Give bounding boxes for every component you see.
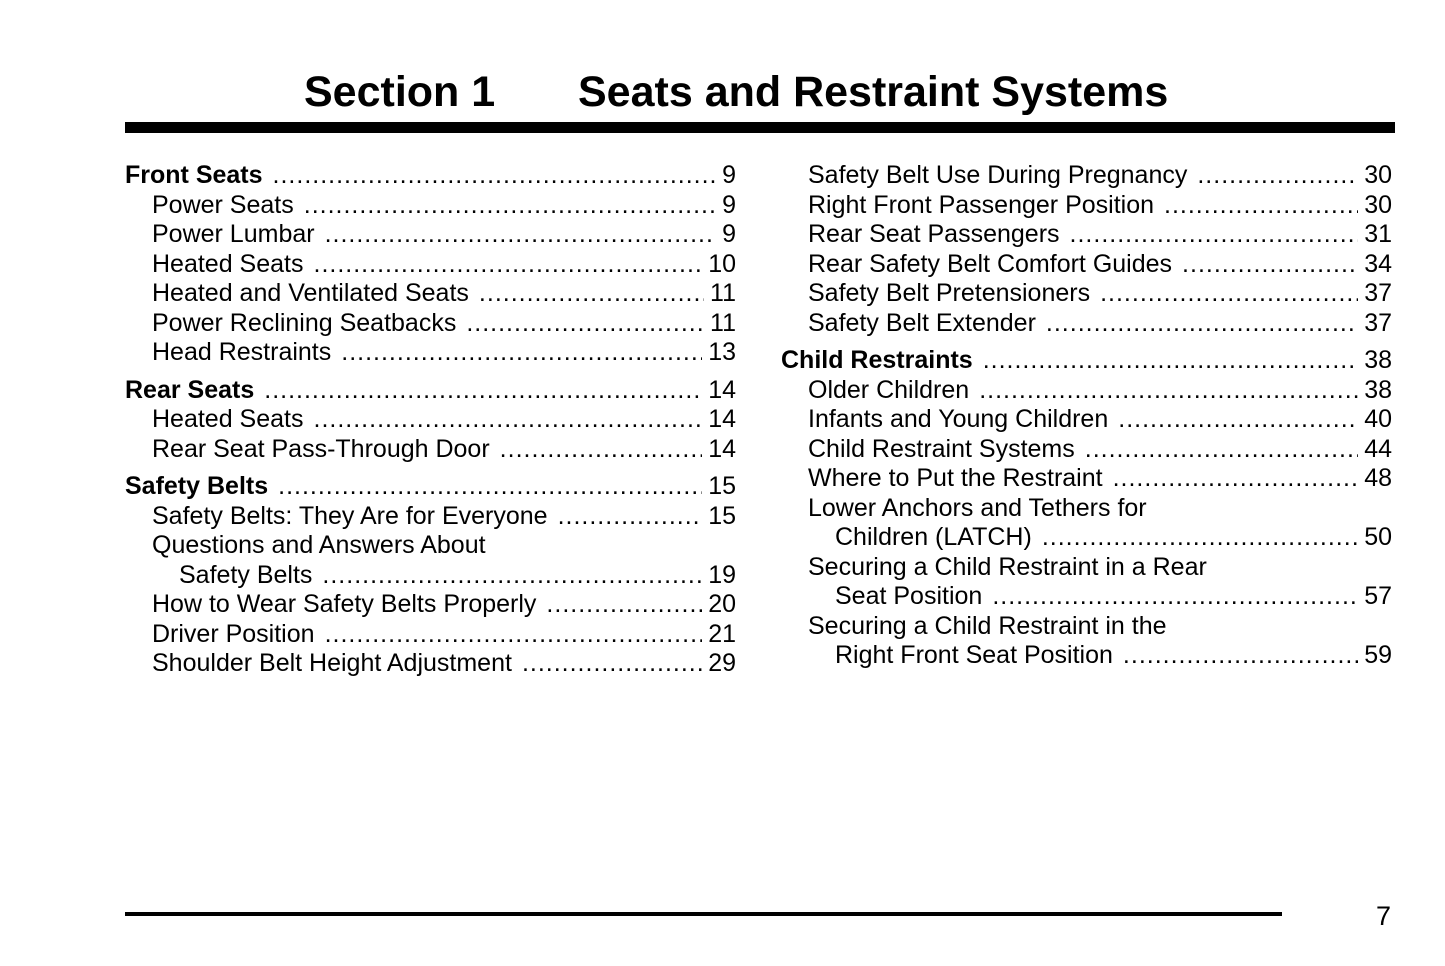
toc-page-number: 11 xyxy=(710,308,736,337)
toc-page-number: 20 xyxy=(708,590,736,618)
dot-leader xyxy=(1113,464,1359,494)
toc-entry[interactable] xyxy=(125,338,736,368)
toc-page-number: 31 xyxy=(1364,220,1392,248)
toc-entry-title: Power Seats xyxy=(152,190,294,219)
toc-page-number: 29 xyxy=(708,649,736,677)
toc-page-number: 10 xyxy=(708,249,736,278)
toc-entry[interactable] xyxy=(125,502,736,532)
dot-leader xyxy=(979,376,1358,406)
toc-page-number: 15 xyxy=(708,501,736,530)
toc-page-number: 37 xyxy=(1364,279,1392,307)
toc-entry-title: Power Lumbar xyxy=(152,220,315,248)
toc-entry[interactable] xyxy=(781,553,1392,583)
dot-leader xyxy=(314,405,703,435)
toc-entry-title: Child Restraints xyxy=(781,346,973,374)
dot-leader xyxy=(325,620,703,650)
toc-entry[interactable] xyxy=(125,279,736,309)
toc-entry-title: Safety Belts xyxy=(179,560,313,589)
toc-page-number: 9 xyxy=(722,220,736,248)
toc-entry-title: Where to Put the Restraint xyxy=(808,464,1103,492)
toc-entry[interactable] xyxy=(781,279,1392,309)
toc-entry-title: Safety Belt Extender xyxy=(808,308,1036,337)
dot-leader xyxy=(273,161,717,191)
toc-entry-title: Rear Seat Passengers xyxy=(808,220,1060,248)
toc-entry[interactable] xyxy=(781,464,1392,494)
dot-leader xyxy=(1100,279,1358,309)
toc-entry-title: Rear Safety Belt Comfort Guides xyxy=(808,249,1173,278)
dot-leader xyxy=(1042,523,1358,553)
dot-leader xyxy=(325,220,717,250)
toc-entry-title: Safety Belts xyxy=(125,472,269,500)
toc-page-number: 34 xyxy=(1364,249,1392,278)
toc-page-number: 30 xyxy=(1364,190,1392,219)
toc-entry[interactable] xyxy=(781,435,1392,465)
toc-page-number: 59 xyxy=(1364,641,1392,669)
toc-entry-title: Seat Position xyxy=(835,582,983,610)
toc-entry-title: Rear Seat Pass-Through Door xyxy=(152,434,490,463)
toc-heading[interactable] xyxy=(125,376,736,406)
toc-entry-title: Head Restraints xyxy=(152,338,332,366)
toc-entry-title: Children (LATCH) xyxy=(835,523,1032,551)
dot-leader xyxy=(522,649,702,679)
toc-entry[interactable] xyxy=(125,309,736,339)
toc-entry-title: Driver Position xyxy=(152,619,315,648)
toc-entry[interactable] xyxy=(781,494,1392,524)
toc-page-number: 19 xyxy=(708,560,736,589)
dot-leader xyxy=(546,590,702,620)
toc-entry-title: Child Restraint Systems xyxy=(808,434,1075,463)
toc-entry[interactable] xyxy=(125,250,736,280)
page-number: 7 xyxy=(1376,901,1392,931)
toc-entry[interactable] xyxy=(781,250,1392,280)
toc-entry-title: Safety Belt Pretensioners xyxy=(808,279,1091,307)
dot-leader xyxy=(1123,641,1358,671)
section-title: Seats and Restraint Systems xyxy=(578,68,1169,116)
toc-page-number: 50 xyxy=(1364,523,1392,551)
dot-leader xyxy=(278,472,702,502)
toc-entry[interactable] xyxy=(781,220,1392,250)
dot-leader xyxy=(983,346,1358,376)
toc-entry-title: Shoulder Belt Height Adjustment xyxy=(152,649,512,677)
toc-entry[interactable] xyxy=(125,649,736,679)
dot-leader xyxy=(992,582,1358,612)
dot-leader xyxy=(479,279,704,309)
toc-entry-title: Right Front Passenger Position xyxy=(808,190,1155,219)
dot-leader xyxy=(264,376,702,406)
toc-entry[interactable] xyxy=(125,590,736,620)
toc-entry-title: Power Reclining Seatbacks xyxy=(152,308,457,337)
dot-leader xyxy=(304,191,716,221)
section-header xyxy=(0,60,1445,130)
toc-entry[interactable] xyxy=(781,582,1392,612)
dot-leader xyxy=(314,250,703,280)
toc-entry-title: Securing a Child Restraint in a Rear xyxy=(808,552,1207,581)
dot-leader xyxy=(1182,250,1358,280)
toc-entry-title: Lower Anchors and Tethers for xyxy=(808,493,1147,522)
toc-entry-title: How to Wear Safety Belts Properly xyxy=(152,590,537,618)
toc-page-number: 14 xyxy=(708,405,736,433)
dot-leader xyxy=(500,435,703,465)
toc-entry-title: Heated and Ventilated Seats xyxy=(152,279,469,307)
toc-entry[interactable] xyxy=(781,191,1392,221)
toc-page-number: 48 xyxy=(1364,464,1392,492)
toc-page-number: 14 xyxy=(708,434,736,463)
toc-entry[interactable] xyxy=(125,531,736,561)
toc-entry-title: Older Children xyxy=(808,375,970,404)
toc-page-number: 38 xyxy=(1364,346,1392,374)
toc-entry-title: Safety Belts: They Are for Everyone xyxy=(152,501,548,530)
toc-page-number: 9 xyxy=(722,161,736,189)
toc-entry[interactable] xyxy=(781,309,1392,339)
toc-heading[interactable] xyxy=(125,472,736,502)
toc-entry-title: Rear Seats xyxy=(125,375,255,404)
toc-entry[interactable] xyxy=(125,435,736,465)
toc-entry[interactable] xyxy=(125,220,736,250)
toc-entry[interactable] xyxy=(781,161,1392,191)
dot-leader xyxy=(466,309,704,339)
dot-leader xyxy=(1164,191,1358,221)
toc-heading[interactable] xyxy=(781,346,1392,376)
toc-page-number: 37 xyxy=(1364,308,1392,337)
toc-page-number: 40 xyxy=(1364,405,1392,433)
toc-page-number: 11 xyxy=(710,279,736,307)
toc-page-number: 13 xyxy=(708,338,736,366)
dot-leader xyxy=(558,502,703,532)
toc-page-number: 44 xyxy=(1364,434,1392,463)
toc-entry-title: Heated Seats xyxy=(152,249,304,278)
toc-page-number: 38 xyxy=(1364,375,1392,404)
dot-leader xyxy=(1046,309,1358,339)
toc-entry-title: Infants and Young Children xyxy=(808,405,1109,433)
toc-entry-title: Safety Belt Use During Pregnancy xyxy=(808,161,1188,189)
toc-entry[interactable] xyxy=(781,523,1392,553)
toc-column-right xyxy=(781,161,1392,671)
toc-heading[interactable] xyxy=(125,161,736,191)
toc-entry[interactable] xyxy=(781,405,1392,435)
toc-entry-title: Questions and Answers About xyxy=(152,531,486,559)
toc-entry[interactable] xyxy=(125,191,736,221)
toc-entry[interactable] xyxy=(781,612,1392,642)
toc-page-number: 9 xyxy=(722,190,736,219)
toc-page-number: 15 xyxy=(708,472,736,500)
dot-leader xyxy=(1197,161,1358,191)
toc-entry-title: Securing a Child Restraint in the xyxy=(808,611,1167,640)
toc-entry[interactable] xyxy=(125,620,736,650)
footer-rule xyxy=(125,912,1282,916)
toc-column-left xyxy=(125,161,736,679)
dot-leader xyxy=(322,561,702,591)
toc-entry[interactable] xyxy=(781,641,1392,671)
toc-page-number: 30 xyxy=(1364,161,1392,189)
toc-page-number: 14 xyxy=(708,375,736,404)
toc-entry-title: Right Front Seat Position xyxy=(835,641,1113,669)
header-rule xyxy=(125,122,1395,133)
toc-entry[interactable] xyxy=(125,405,736,435)
toc-entry-title: Heated Seats xyxy=(152,405,304,433)
dot-leader xyxy=(1085,435,1358,465)
toc-entry[interactable] xyxy=(781,376,1392,406)
toc-entry-title: Front Seats xyxy=(125,161,263,189)
toc-page-number: 21 xyxy=(708,619,736,648)
toc-entry[interactable] xyxy=(125,561,736,591)
section-number: Section 1 xyxy=(304,68,496,116)
dot-leader xyxy=(1070,220,1359,250)
dot-leader xyxy=(1118,405,1358,435)
dot-leader xyxy=(341,338,702,368)
toc-page-number: 57 xyxy=(1364,582,1392,610)
